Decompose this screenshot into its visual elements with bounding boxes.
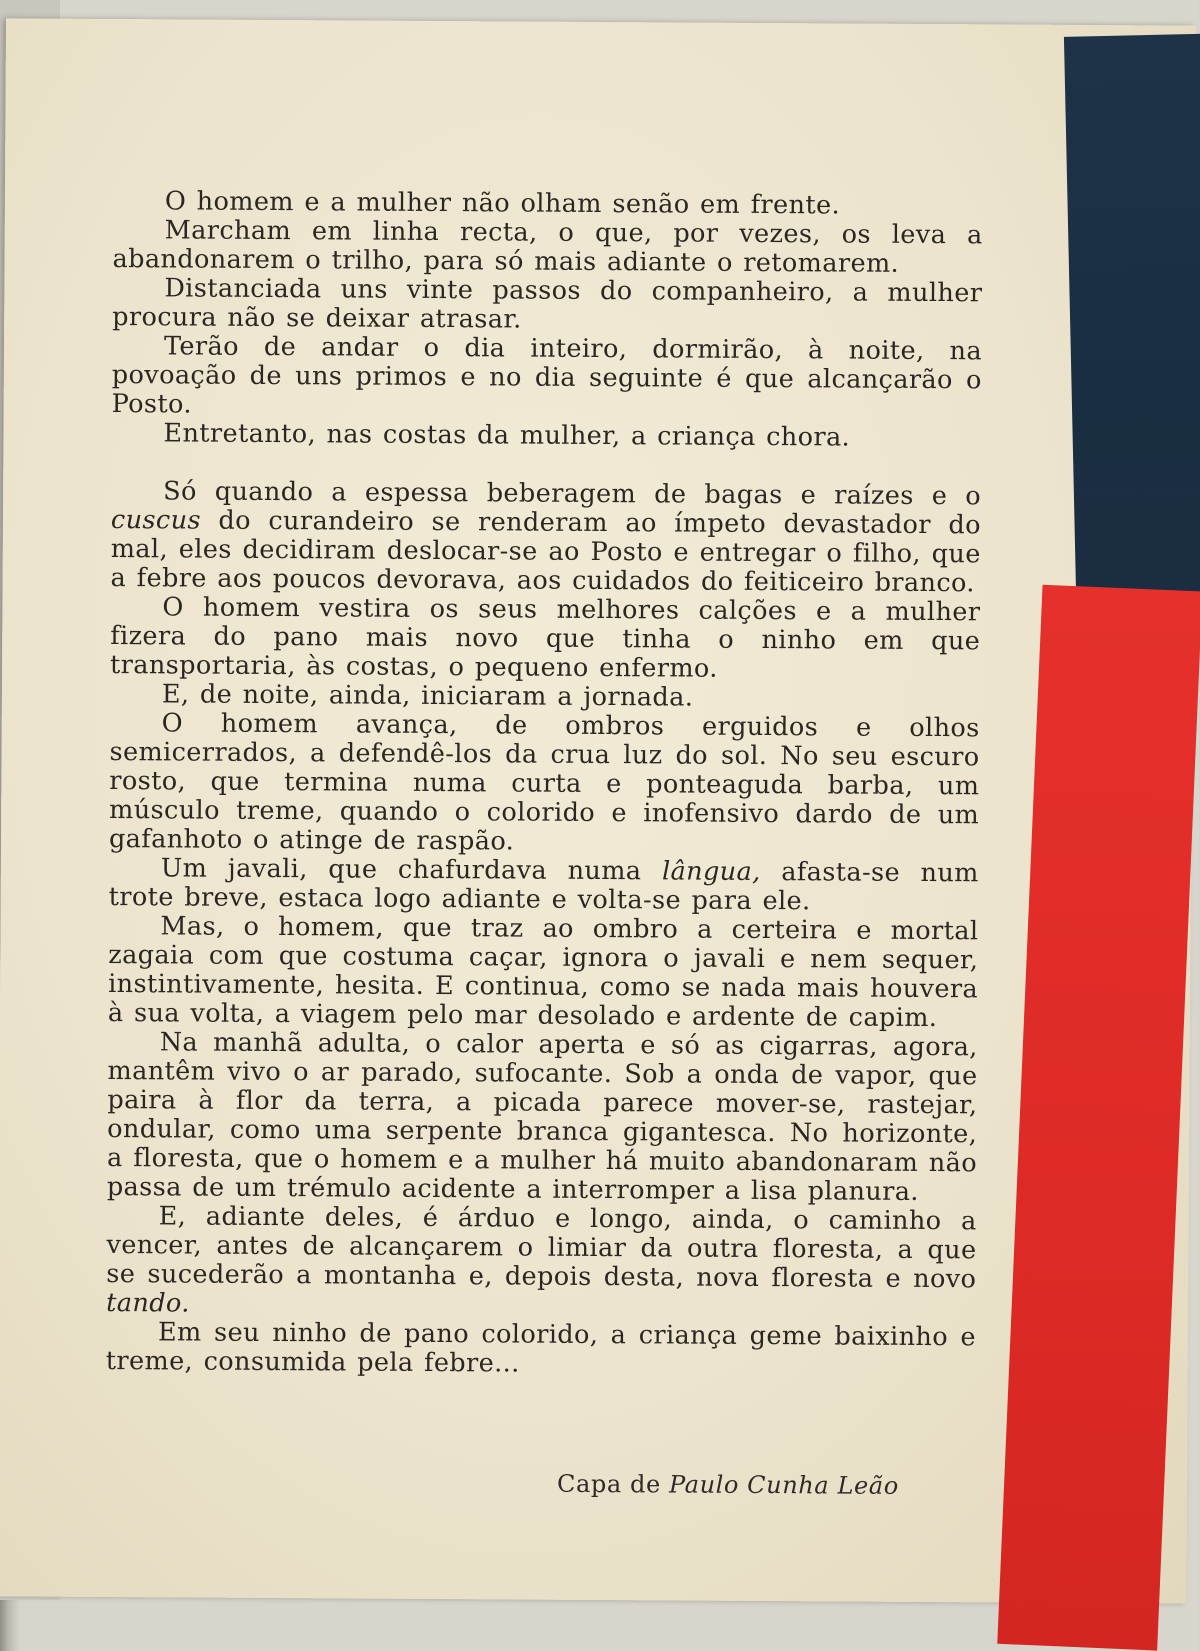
paragraph-1: O homem e a mulher não olham senão em frente.: [164, 186, 841, 221]
paragraph-14: Em seu ninho de pano colorido, a criança geme baixinho e treme, consumida pela febre...: [105, 1317, 977, 1379]
paragraph-11: Mas, o homem, que traz ao ombro a certeira e mortal zagaia com que costuma caçar, ignora o javali e nem sequer, instintivamente, hesita. E continua, como se nada mais houvera à sua volta, a viagem pelo mar desolado e ardente de capim.: [107, 911, 979, 1034]
paragraph-13: E, adiante deles, é árduo e longo, ainda, o caminho a vencer, antes de alcançarem o limiar da outra floresta, a que se sucederão a montanha e, depois desta, nova floresta e novo tando.: [106, 1201, 977, 1319]
paragraph-7: O homem vestira os seus melhores calções e a mulher fizera do pano mais novo que tinha o ninho em que transportaria, às costas, o pequeno enfermo.: [109, 592, 981, 684]
paragraph-2: Marcham em linha recta, o que, por vezes, os leva a abandonarem o trilho, para só mais adiante o retomarem.: [112, 215, 983, 279]
paragraph-5: Entretanto, nas costas da mulher, a criança chora.: [163, 418, 851, 453]
paragraph-3: Distanciada uns vinte passos do companheiro, a mulher procura não se deixar atrasar.: [112, 273, 983, 335]
blue-stripe: [1064, 34, 1200, 597]
blurb-text: [106, 187, 983, 1381]
paragraph-9: O homem avança, de ombros erguidos e olhos semicerrados, a defendê-los da crua luz do sol. No seu escuro rosto, que termina numa curta e ponteaguda barba, um músculo treme, quando o colorido e inofensivo dardo de um gafanhoto o atinge de raspão.: [108, 708, 980, 857]
paragraph-8: E, de noite, ainda, iniciaram a jornada.: [161, 679, 694, 713]
cover-credit: Capa de Paulo Cunha Leão: [556, 1469, 899, 1500]
paragraph-12: Na manhã adulta, o calor aperta e só as cigarras, agora, mantêm vivo o ar parado, sufocante. Sob a onda de vapor, que paira à flor da terra, a picada parece mover-se, rastejar, ondular, como uma serpente branca gigantesca. No horizonte, a floresta, que o homem e a mulher há muito abandonaram não passa de um trémulo acidente a interromper a lisa planura.: [106, 1027, 978, 1207]
book-back-cover: [0, 18, 1196, 1603]
red-stripe: [997, 585, 1200, 1651]
paragraph-6: Só quando a espessa beberagem de bagas e raízes e o cuscus do curandeiro se renderam ao ímpeto devastador do mal, eles decidiram deslocar-se ao Posto e entregar o filho, que a febre aos poucos devorava, aos cuidados do feiticeiro branco.: [110, 476, 982, 599]
paragraph-4: Terão de andar o dia inteiro, dormirão, à noite, na povoação de uns primos e no dia seguinte é que alcançarão o Posto.: [111, 331, 983, 420]
paragraph-10: Um javali, que chafurdava numa lângua, afasta-se num trote breve, estaca logo adiante e volta-se para ele.: [108, 853, 979, 917]
